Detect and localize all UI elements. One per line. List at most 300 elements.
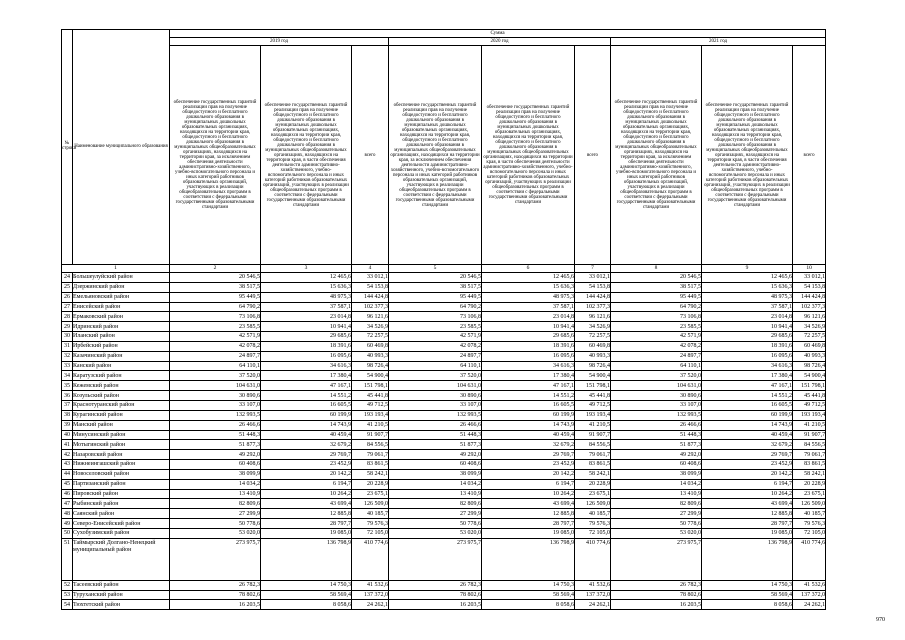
value-excl: 60 408,6 xyxy=(389,460,482,470)
value-total: 144 424,8 xyxy=(352,292,389,302)
table-row xyxy=(62,361,826,371)
value-total: 41 210,5 xyxy=(575,420,611,430)
row-number: 43 xyxy=(62,460,73,470)
table-row xyxy=(62,273,826,283)
municipality-name: Нижнеингашский район xyxy=(73,460,170,470)
value-incl: 48 975,3 xyxy=(702,292,793,302)
value-excl: 24 897,7 xyxy=(170,351,261,361)
municipality-name: Канский район xyxy=(73,361,170,371)
row-number: 40 xyxy=(62,430,73,440)
value-excl: 51 877,3 xyxy=(389,440,482,450)
value-total: 126 509,0 xyxy=(793,499,826,509)
value-excl: 49 292,0 xyxy=(389,450,482,460)
value-incl: 16 605,5 xyxy=(482,400,575,410)
value-incl: 17 380,4 xyxy=(702,371,793,381)
value-total: 60 469,8 xyxy=(793,341,826,351)
value-total: 410 774,6 xyxy=(352,538,389,580)
subheader-excl: обеспечение государственных гарантий реализации прав на получение общедоступного и бесплатного дошкольного образования в муниципальных дошкольных образовательных организациях, находящихся на территории края, общедоступного и бесплатного дошкольного образования в муниципальных общеобразовательных организациях, находящихся на территории края, за исключением обеспечения деятельности административно-хозяйственного, учебно-вспомогательного персонала и иных категорий работников образовательных организаций, участвующих в реализации общеобразовательных программ в соответствии с федеральными государственными образовательными стандартами xyxy=(611,46,702,265)
value-incl: 12 465,6 xyxy=(482,273,575,283)
value-excl: 16 203,5 xyxy=(611,600,702,610)
value-total: 79 576,3 xyxy=(352,519,389,529)
table-row xyxy=(62,420,826,430)
value-incl: 16 605,5 xyxy=(261,400,352,410)
subheader-total: всего xyxy=(793,46,826,265)
municipality-name: Дзержинский район xyxy=(73,282,170,292)
value-excl: 60 408,6 xyxy=(170,460,261,470)
value-total: 40 993,3 xyxy=(575,351,611,361)
row-number: 31 xyxy=(62,341,73,351)
column-number: 10 xyxy=(793,265,826,273)
table-row xyxy=(62,519,826,529)
value-excl: 24 897,7 xyxy=(611,351,702,361)
value-total: 144 424,8 xyxy=(793,292,826,302)
value-incl: 17 380,4 xyxy=(482,371,575,381)
value-excl: 30 890,6 xyxy=(389,391,482,401)
year-2019: 2019 год xyxy=(170,38,389,46)
value-excl: 33 107,0 xyxy=(611,400,702,410)
table-row xyxy=(62,391,826,401)
value-total: 58 242,1 xyxy=(575,469,611,479)
table-row xyxy=(62,440,826,450)
value-incl: 37 587,1 xyxy=(261,302,352,312)
value-total: 72 257,5 xyxy=(575,332,611,342)
row-number: 28 xyxy=(62,312,73,322)
value-total: 20 228,9 xyxy=(793,479,826,489)
value-total: 96 121,6 xyxy=(793,312,826,322)
value-total: 54 900,4 xyxy=(352,371,389,381)
municipality-name: Ирбейский район xyxy=(73,341,170,351)
value-incl: 14 743,9 xyxy=(482,420,575,430)
value-incl: 14 750,3 xyxy=(702,580,793,590)
value-total: 137 372,0 xyxy=(793,590,826,600)
value-incl: 8 058,6 xyxy=(482,600,575,610)
subheader-incl: обеспечение государственных гарантий реализации прав на получение общедоступного и бесплатного дошкольного образования в муниципальных дошкольных образовательных организациях, находящихся на территории края, общедоступного и бесплатного дошкольного образования в муниципальных общеобразовательных организациях, находящихся на территории края, в части обеспечения деятельности административно-хозяйственного, учебно-вспомогательного персонала и иных категорий работников образовательных организаций, участвующих в реализации общеобразовательных программ в соответствии с федеральными государственными образовательными стандартами xyxy=(261,46,352,265)
table-row xyxy=(62,499,826,509)
value-total: 84 556,5 xyxy=(352,440,389,450)
value-incl: 48 975,3 xyxy=(482,292,575,302)
value-incl: 23 452,9 xyxy=(702,460,793,470)
value-excl: 26 466,6 xyxy=(611,420,702,430)
col-header-sum: Сумма xyxy=(170,30,826,38)
value-excl: 64 110,1 xyxy=(389,361,482,371)
value-excl: 14 034,2 xyxy=(611,479,702,489)
row-number: 52 xyxy=(62,580,73,590)
value-incl: 8 058,6 xyxy=(702,600,793,610)
value-incl: 136 798,9 xyxy=(702,538,793,580)
value-total: 83 861,5 xyxy=(575,460,611,470)
value-total: 84 556,5 xyxy=(793,440,826,450)
table-row xyxy=(62,282,826,292)
row-number: 29 xyxy=(62,322,73,332)
value-excl: 104 631,0 xyxy=(170,381,261,391)
value-excl: 42 078,2 xyxy=(389,341,482,351)
value-total: 24 262,1 xyxy=(575,600,611,610)
value-excl: 38 517,5 xyxy=(170,282,261,292)
value-excl: 14 034,2 xyxy=(389,479,482,489)
value-excl: 64 110,1 xyxy=(170,361,261,371)
value-total: 33 012,1 xyxy=(352,273,389,283)
value-excl: 104 631,0 xyxy=(611,381,702,391)
municipality-name: Таймырский Долгано-Ненецкий муниципальный район xyxy=(73,538,170,580)
value-total: 96 121,6 xyxy=(575,312,611,322)
value-total: 72 105,0 xyxy=(575,528,611,538)
value-total: 41 210,5 xyxy=(793,420,826,430)
value-total: 41 532,6 xyxy=(793,580,826,590)
municipality-name: Мотыгинский район xyxy=(73,440,170,450)
value-incl: 58 569,4 xyxy=(482,590,575,600)
value-excl: 26 782,3 xyxy=(389,580,482,590)
value-incl: 12 465,6 xyxy=(261,273,352,283)
value-total: 410 774,6 xyxy=(575,538,611,580)
value-excl: 73 106,8 xyxy=(611,312,702,322)
value-incl: 34 616,3 xyxy=(482,361,575,371)
table-row xyxy=(62,489,826,499)
value-total: 83 861,5 xyxy=(793,460,826,470)
value-incl: 16 095,6 xyxy=(482,351,575,361)
value-excl: 60 408,6 xyxy=(611,460,702,470)
value-total: 137 372,0 xyxy=(575,590,611,600)
municipality-name: Сухобузимский район xyxy=(73,528,170,538)
municipality-name: Емельяновский район xyxy=(73,292,170,302)
year-2020: 2020 год xyxy=(389,38,611,46)
value-incl: 23 014,8 xyxy=(261,312,352,322)
value-incl: 40 459,4 xyxy=(702,430,793,440)
table-row xyxy=(62,538,826,580)
value-incl: 15 636,3 xyxy=(702,282,793,292)
municipality-name: Рыбинский район xyxy=(73,499,170,509)
value-total: 23 675,1 xyxy=(793,489,826,499)
value-total: 98 726,4 xyxy=(352,361,389,371)
column-number: 2 xyxy=(170,265,261,273)
row-number: 47 xyxy=(62,499,73,509)
value-total: 72 257,5 xyxy=(793,332,826,342)
value-incl: 32 679,2 xyxy=(482,440,575,450)
value-total: 137 372,0 xyxy=(352,590,389,600)
row-number: 37 xyxy=(62,400,73,410)
row-number: 24 xyxy=(62,273,73,283)
value-excl: 49 292,0 xyxy=(611,450,702,460)
value-incl: 40 459,4 xyxy=(261,430,352,440)
col-header-name: Наименование муниципального образования xyxy=(73,30,170,265)
value-excl: 95 449,5 xyxy=(389,292,482,302)
value-excl: 38 517,5 xyxy=(389,282,482,292)
row-number: 44 xyxy=(62,469,73,479)
value-excl: 42 571,9 xyxy=(389,332,482,342)
value-excl: 82 809,6 xyxy=(611,499,702,509)
value-excl: 50 778,6 xyxy=(389,519,482,529)
row-number: 34 xyxy=(62,371,73,381)
column-number: 6 xyxy=(482,265,575,273)
value-total: 83 861,5 xyxy=(352,460,389,470)
table-row xyxy=(62,371,826,381)
municipality-name: Пировский район xyxy=(73,489,170,499)
value-total: 193 193,4 xyxy=(575,410,611,420)
table-row xyxy=(62,590,826,600)
table-row xyxy=(62,341,826,351)
municipality-name: Назаровский район xyxy=(73,450,170,460)
value-total: 84 556,5 xyxy=(575,440,611,450)
value-incl: 16 095,6 xyxy=(261,351,352,361)
value-excl: 50 778,6 xyxy=(170,519,261,529)
table-row xyxy=(62,381,826,391)
value-incl: 58 569,4 xyxy=(261,590,352,600)
table-row xyxy=(62,600,826,610)
value-incl: 20 142,2 xyxy=(482,469,575,479)
value-excl: 64 790,2 xyxy=(170,302,261,312)
value-incl: 18 391,6 xyxy=(702,341,793,351)
value-excl: 78 802,6 xyxy=(389,590,482,600)
table-row xyxy=(62,528,826,538)
row-number: 33 xyxy=(62,361,73,371)
row-number: 39 xyxy=(62,420,73,430)
subheader-excl: обеспечение государственных гарантий реализации прав на получение общедоступного и бесплатного дошкольного образования в муниципальных дошкольных образовательных организациях, находящихся на территории края, общедоступного и бесплатного дошкольного образования в муниципальных общеобразовательных организациях, находящихся на территории края, за исключением обеспечения деятельности административно-хозяйственного, учебно-вспомогательного персонала и иных категорий работников образовательных организаций, участвующих в реализации общеобразовательных программ в соответствии с федеральными государственными образовательными стандартами xyxy=(170,46,261,265)
value-total: 91 907,7 xyxy=(575,430,611,440)
subheader-incl: обеспечение государственных гарантий реализации прав на получение общедоступного и бесплатного дошкольного образования в муниципальных дошкольных образовательных организациях, находящихся на территории края, общедоступного и бесплатного дошкольного образования в муниципальных общеобразовательных организациях, находящихся на территории края, в части обеспечения деятельности административно-хозяйственного, учебно-вспомогательного персонала и иных категорий работников образовательных организаций, участвующих в реализации общеобразовательных программ в соответствии с федеральными государственными образовательными стандартами xyxy=(482,46,575,265)
municipality-name: Енисейский район xyxy=(73,302,170,312)
municipality-name: Большеулуйский район xyxy=(73,273,170,283)
column-numbers-row xyxy=(62,265,826,273)
value-total: 60 469,8 xyxy=(352,341,389,351)
value-total: 96 121,6 xyxy=(352,312,389,322)
row-number: 49 xyxy=(62,519,73,529)
value-excl: 51 448,3 xyxy=(170,430,261,440)
row-number: 30 xyxy=(62,332,73,342)
value-incl: 43 699,4 xyxy=(482,499,575,509)
value-incl: 43 699,4 xyxy=(261,499,352,509)
value-total: 58 242,1 xyxy=(352,469,389,479)
value-excl: 273 975,7 xyxy=(389,538,482,580)
value-total: 193 193,4 xyxy=(352,410,389,420)
value-excl: 82 809,6 xyxy=(170,499,261,509)
value-total: 98 726,4 xyxy=(793,361,826,371)
value-excl: 26 466,6 xyxy=(389,420,482,430)
value-incl: 16 605,5 xyxy=(702,400,793,410)
table-row xyxy=(62,580,826,590)
value-incl: 17 380,4 xyxy=(261,371,352,381)
table-row xyxy=(62,322,826,332)
table-row xyxy=(62,332,826,342)
value-excl: 42 571,9 xyxy=(611,332,702,342)
column-number: 8 xyxy=(611,265,702,273)
value-total: 102 377,3 xyxy=(575,302,611,312)
value-excl: 53 020,0 xyxy=(170,528,261,538)
value-excl: 26 466,6 xyxy=(170,420,261,430)
municipality-name: Кежемский район xyxy=(73,381,170,391)
value-total: 34 526,9 xyxy=(793,322,826,332)
value-excl: 273 975,7 xyxy=(170,538,261,580)
value-total: 40 993,3 xyxy=(352,351,389,361)
value-incl: 10 264,2 xyxy=(261,489,352,499)
value-incl: 16 095,6 xyxy=(702,351,793,361)
value-incl: 6 194,7 xyxy=(702,479,793,489)
value-total: 410 774,6 xyxy=(793,538,826,580)
value-excl: 42 078,2 xyxy=(611,341,702,351)
municipality-name: Иланский район xyxy=(73,332,170,342)
subheader-incl: обеспечение государственных гарантий реализации прав на получение общедоступного и бесплатного дошкольного образования в муниципальных дошкольных образовательных организациях, находящихся на территории края, общедоступного и бесплатного дошкольного образования в муниципальных общеобразовательных организациях, находящихся на территории края, в части обеспечения деятельности административно-хозяйственного, учебно-вспомогательного персонала и иных категорий работников образовательных организаций, участвующих в реализации общеобразовательных программ в соответствии с федеральными государственными образовательными стандартами xyxy=(702,46,793,265)
value-excl: 73 106,8 xyxy=(389,312,482,322)
value-incl: 34 616,3 xyxy=(702,361,793,371)
value-total: 79 576,3 xyxy=(793,519,826,529)
table-row xyxy=(62,460,826,470)
value-total: 91 907,7 xyxy=(352,430,389,440)
value-excl: 30 890,6 xyxy=(611,391,702,401)
column-number: 5 xyxy=(389,265,482,273)
row-number: 42 xyxy=(62,450,73,460)
municipality-name: Саянский район xyxy=(73,509,170,519)
value-incl: 14 551,2 xyxy=(482,391,575,401)
value-excl: 13 410,9 xyxy=(611,489,702,499)
value-total: 41 532,6 xyxy=(352,580,389,590)
column-number: 1 xyxy=(62,265,170,273)
value-total: 24 262,1 xyxy=(793,600,826,610)
value-excl: 53 020,0 xyxy=(611,528,702,538)
value-incl: 29 769,7 xyxy=(702,450,793,460)
row-number: 53 xyxy=(62,590,73,600)
municipality-name: Минусинский район xyxy=(73,430,170,440)
value-total: 79 061,7 xyxy=(793,450,826,460)
value-total: 33 012,1 xyxy=(575,273,611,283)
value-incl: 19 085,0 xyxy=(482,528,575,538)
value-total: 102 377,3 xyxy=(793,302,826,312)
value-incl: 23 452,9 xyxy=(482,460,575,470)
value-incl: 60 199,9 xyxy=(261,410,352,420)
value-excl: 51 877,3 xyxy=(170,440,261,450)
municipality-name: Манский район xyxy=(73,420,170,430)
municipality-name: Краснотуранский район xyxy=(73,400,170,410)
value-incl: 28 797,7 xyxy=(482,519,575,529)
value-incl: 60 199,9 xyxy=(482,410,575,420)
page-number: 970 xyxy=(876,617,885,623)
table-row xyxy=(62,469,826,479)
value-incl: 29 685,6 xyxy=(702,332,793,342)
value-incl: 14 551,2 xyxy=(261,391,352,401)
table-row xyxy=(62,400,826,410)
value-incl: 20 142,2 xyxy=(261,469,352,479)
row-number: 41 xyxy=(62,440,73,450)
value-total: 45 441,8 xyxy=(575,391,611,401)
value-total: 54 900,4 xyxy=(575,371,611,381)
value-total: 144 424,8 xyxy=(575,292,611,302)
subheader-total: всего xyxy=(575,46,611,265)
subheader-total: всего xyxy=(352,46,389,265)
value-incl: 12 885,8 xyxy=(702,509,793,519)
value-incl: 37 587,1 xyxy=(482,302,575,312)
value-incl: 18 391,6 xyxy=(261,341,352,351)
value-total: 20 228,9 xyxy=(575,479,611,489)
value-total: 72 105,0 xyxy=(793,528,826,538)
value-total: 54 153,8 xyxy=(793,282,826,292)
value-incl: 10 941,4 xyxy=(482,322,575,332)
value-excl: 73 106,8 xyxy=(170,312,261,322)
value-excl: 273 975,7 xyxy=(611,538,702,580)
budget-table xyxy=(61,29,826,610)
value-total: 20 228,9 xyxy=(352,479,389,489)
value-excl: 26 782,3 xyxy=(170,580,261,590)
value-excl: 37 520,0 xyxy=(389,371,482,381)
value-excl: 42 571,9 xyxy=(170,332,261,342)
table-row xyxy=(62,302,826,312)
table-row xyxy=(62,479,826,489)
value-incl: 136 798,9 xyxy=(261,538,352,580)
value-incl: 47 167,1 xyxy=(482,381,575,391)
value-incl: 6 194,7 xyxy=(261,479,352,489)
value-incl: 8 058,6 xyxy=(261,600,352,610)
value-incl: 48 975,3 xyxy=(261,292,352,302)
value-incl: 6 194,7 xyxy=(482,479,575,489)
municipality-name: Новоселовский район xyxy=(73,469,170,479)
value-incl: 12 465,6 xyxy=(702,273,793,283)
value-excl: 33 107,0 xyxy=(389,400,482,410)
table-row xyxy=(62,292,826,302)
value-excl: 13 410,9 xyxy=(389,489,482,499)
value-excl: 20 546,5 xyxy=(170,273,261,283)
row-number: 54 xyxy=(62,600,73,610)
value-incl: 10 941,4 xyxy=(261,322,352,332)
value-incl: 19 085,0 xyxy=(261,528,352,538)
value-total: 45 441,8 xyxy=(352,391,389,401)
value-total: 49 712,5 xyxy=(793,400,826,410)
municipality-name: Партизанский район xyxy=(73,479,170,489)
column-number: 9 xyxy=(702,265,793,273)
value-total: 34 526,9 xyxy=(352,322,389,332)
value-incl: 10 941,4 xyxy=(702,322,793,332)
value-total: 60 469,8 xyxy=(575,341,611,351)
value-incl: 20 142,2 xyxy=(702,469,793,479)
value-total: 40 185,7 xyxy=(575,509,611,519)
value-excl: 51 448,3 xyxy=(389,430,482,440)
value-incl: 32 679,2 xyxy=(261,440,352,450)
value-total: 72 257,5 xyxy=(352,332,389,342)
value-excl: 20 546,5 xyxy=(611,273,702,283)
value-excl: 24 897,7 xyxy=(389,351,482,361)
table-row xyxy=(62,351,826,361)
municipality-name: Козульский район xyxy=(73,391,170,401)
value-total: 193 193,4 xyxy=(793,410,826,420)
value-excl: 33 107,0 xyxy=(170,400,261,410)
municipality-name: Ермаковский район xyxy=(73,312,170,322)
value-excl: 95 449,5 xyxy=(170,292,261,302)
value-excl: 82 809,6 xyxy=(389,499,482,509)
value-total: 79 061,7 xyxy=(575,450,611,460)
value-excl: 53 020,0 xyxy=(389,528,482,538)
value-excl: 30 890,6 xyxy=(170,391,261,401)
value-incl: 19 085,0 xyxy=(702,528,793,538)
value-excl: 132 993,5 xyxy=(389,410,482,420)
value-excl: 38 099,9 xyxy=(611,469,702,479)
value-total: 24 262,1 xyxy=(352,600,389,610)
value-excl: 16 203,5 xyxy=(389,600,482,610)
municipality-name: Тасеевский район xyxy=(73,580,170,590)
value-incl: 34 616,3 xyxy=(261,361,352,371)
value-total: 151 798,1 xyxy=(575,381,611,391)
row-number: 25 xyxy=(62,282,73,292)
value-excl: 78 802,6 xyxy=(611,590,702,600)
value-incl: 14 750,3 xyxy=(482,580,575,590)
value-excl: 64 110,1 xyxy=(611,361,702,371)
value-excl: 26 782,3 xyxy=(611,580,702,590)
table-row xyxy=(62,509,826,519)
value-total: 126 509,0 xyxy=(352,499,389,509)
value-excl: 23 585,5 xyxy=(170,322,261,332)
value-incl: 40 459,4 xyxy=(482,430,575,440)
value-total: 33 012,1 xyxy=(793,273,826,283)
table-row xyxy=(62,410,826,420)
value-incl: 15 636,3 xyxy=(261,282,352,292)
value-total: 49 712,5 xyxy=(352,400,389,410)
table-row xyxy=(62,450,826,460)
value-incl: 37 587,1 xyxy=(702,302,793,312)
value-incl: 12 885,8 xyxy=(261,509,352,519)
